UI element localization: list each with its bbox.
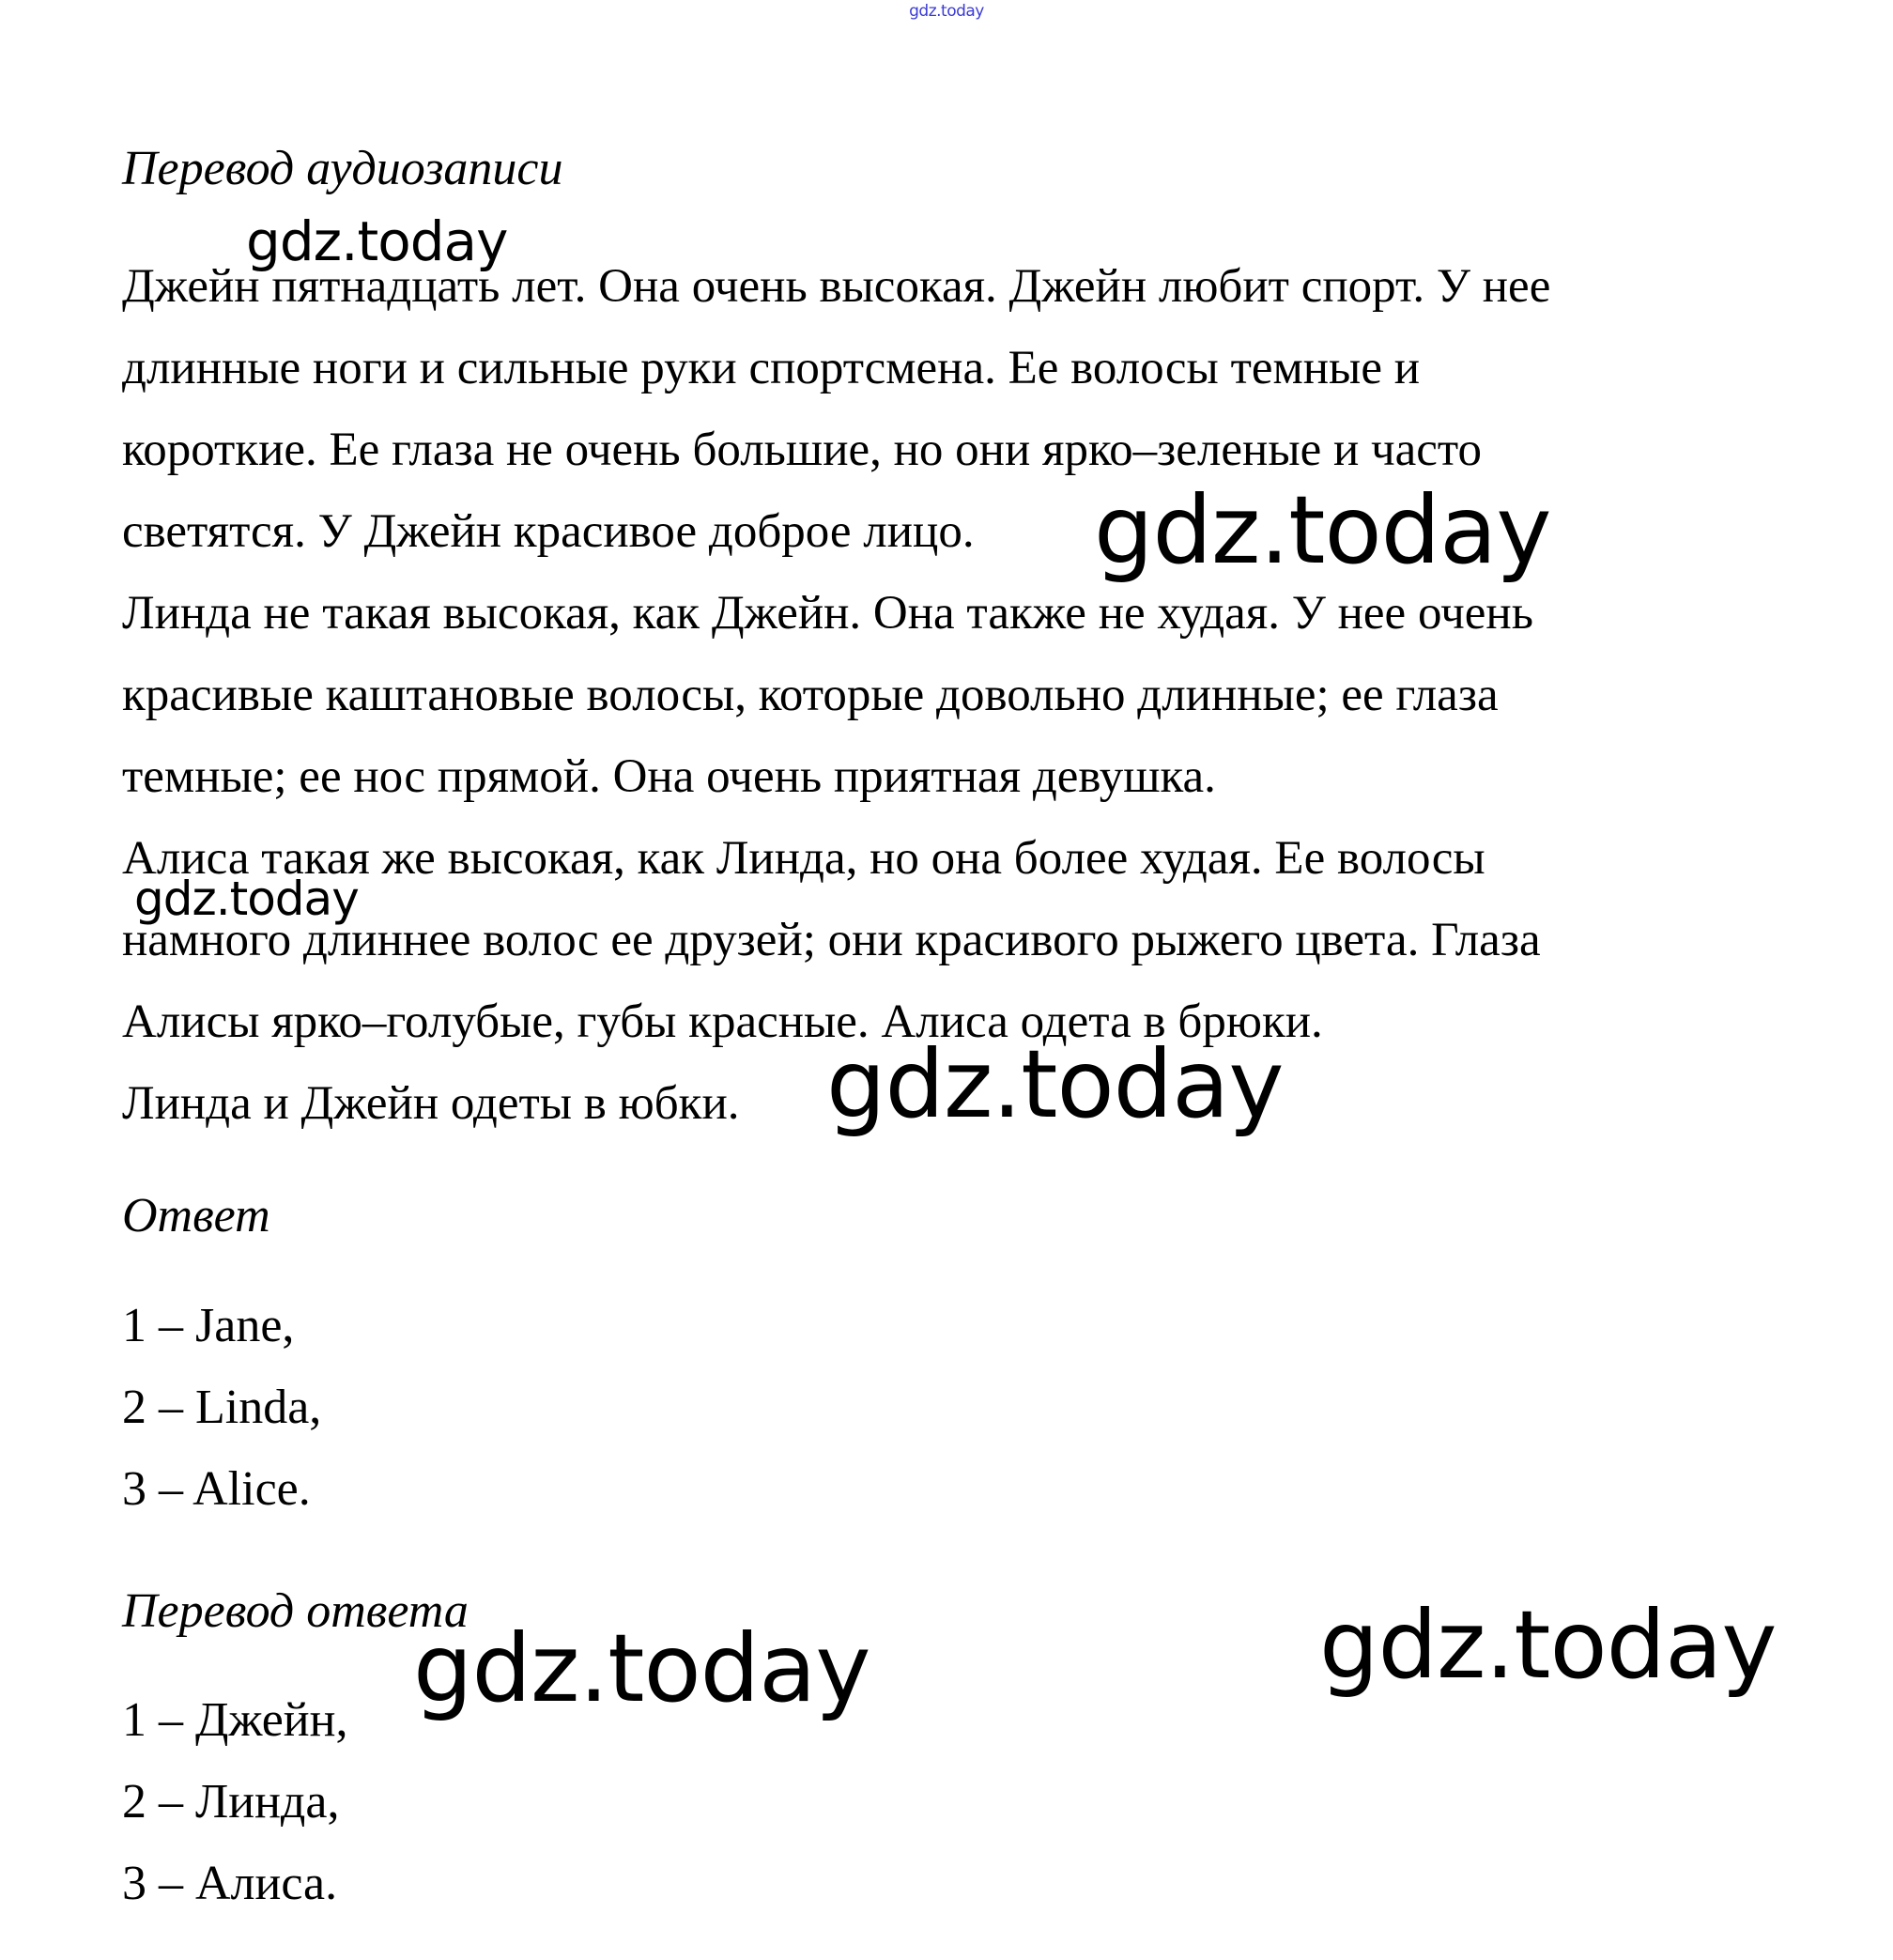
top-watermark: gdz.today bbox=[909, 2, 984, 21]
watermark: gdz.today bbox=[826, 1029, 1284, 1139]
watermark: gdz.today bbox=[246, 209, 508, 273]
text-line: светятся. У Джейн красивое доброе лицо. bbox=[122, 505, 975, 558]
list-item: 3 – Alice. bbox=[122, 1462, 311, 1516]
text-line: красивые каштановые волосы, которые довольно длинные; ее глаза bbox=[122, 669, 1499, 721]
list-item: 1 – Jane, bbox=[122, 1299, 295, 1352]
text-line: Линда и Джейн одеты в юбки. bbox=[122, 1077, 740, 1130]
answer-heading: Ответ bbox=[122, 1189, 270, 1242]
audio-translation-heading: Перевод аудиозаписи bbox=[122, 142, 563, 195]
text-line: Джейн пятнадцать лет. Она очень высокая. Джейн любит спорт. У нее bbox=[122, 260, 1551, 313]
text-line: короткие. Ее глаза не очень большие, но они ярко–зеленые и часто bbox=[122, 424, 1483, 476]
text-line: намного длиннее волос ее друзей; они красивого рыжего цвета. Глаза bbox=[122, 914, 1541, 966]
watermark: gdz.today bbox=[1319, 1590, 1777, 1700]
text-line: Алисы ярко–голубые, губы красные. Алиса одета в брюки. bbox=[122, 995, 1323, 1048]
list-item: 3 – Алиса. bbox=[122, 1857, 338, 1910]
list-item: 2 – Linda, bbox=[122, 1381, 322, 1434]
audio-translation-text bbox=[122, 246, 1784, 1145]
watermark: gdz.today bbox=[413, 1613, 870, 1723]
answer-translation-list bbox=[122, 1679, 347, 1924]
text-line: Линда не такая высокая, как Джейн. Она также не худая. У нее очень bbox=[122, 587, 1533, 640]
list-item: 2 – Линда, bbox=[122, 1775, 340, 1829]
answer-translation-heading: Перевод ответа bbox=[122, 1584, 469, 1638]
text-line: Алиса такая же высокая, как Линда, но она более худая. Ее волосы bbox=[122, 832, 1485, 885]
watermark: gdz.today bbox=[134, 872, 359, 926]
watermark: gdz.today bbox=[1094, 475, 1551, 585]
text-line: длинные ноги и сильные руки спортсмена. Ее волосы темные и bbox=[122, 342, 1421, 394]
list-item: 1 – Джейн, bbox=[122, 1693, 348, 1747]
answer-list bbox=[122, 1285, 321, 1530]
text-line: темные; ее нос прямой. Она очень приятная девушка. bbox=[122, 750, 1216, 803]
